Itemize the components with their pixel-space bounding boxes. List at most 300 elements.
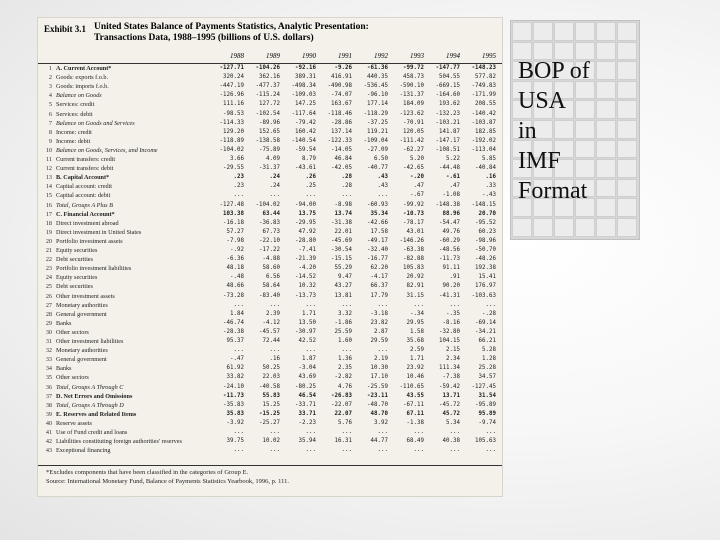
cell-1991: 1.36 — [338, 356, 352, 363]
cell-1994: 13.71 — [442, 392, 460, 399]
cell-1995: -171.99 — [471, 92, 496, 99]
table-row — [38, 401, 502, 410]
cell-1993: -123.62 — [399, 110, 424, 117]
cell-1992: -27.09 — [367, 146, 388, 153]
cell-1988: -127.71 — [219, 65, 244, 71]
cell-1994: -147.77 — [435, 65, 460, 71]
cell-1993: -10.73 — [403, 210, 424, 217]
cell-1994: -164.60 — [435, 92, 460, 99]
row-label: Services: debit — [56, 110, 93, 118]
table-row — [38, 355, 502, 364]
row-label: Debt securities — [56, 283, 93, 291]
cell-1991: 5.76 — [338, 419, 352, 426]
cell-1993: 23.92 — [406, 365, 424, 372]
cell-1992: -23.11 — [367, 392, 388, 399]
cell-1993: -1.38 — [406, 419, 424, 426]
cell-1988: 129.20 — [223, 128, 244, 135]
cell-1995: -103.87 — [471, 119, 496, 126]
cell-1990: -7.41 — [298, 247, 316, 253]
cell-1994: -45.72 — [439, 401, 460, 408]
table-row — [38, 100, 502, 109]
table-row — [38, 137, 502, 146]
cell-1989: 362.16 — [259, 74, 280, 81]
cell-1992: 2.87 — [374, 328, 388, 335]
cell-1989: -75.89 — [259, 146, 280, 153]
row-label: Direct investment in United States — [56, 228, 142, 236]
exhibit-title-line1: United States Balance of Payments Statistics, Analytic Presentation: — [94, 22, 369, 32]
cell-1991: ... — [341, 301, 352, 308]
cell-1994: 88.96 — [442, 210, 460, 217]
cell-1995: -140.42 — [471, 110, 496, 117]
table-row — [38, 64, 502, 73]
row-label: Portfolio investment liabilities — [56, 265, 132, 273]
row-number: 17 — [45, 210, 52, 218]
exhibit-scan — [38, 18, 502, 496]
panel-grid-cell — [512, 218, 532, 237]
table-row — [38, 237, 502, 246]
cell-1993: 43.01 — [406, 228, 424, 235]
cell-1991: ... — [341, 447, 352, 454]
cell-1993: -99.72 — [403, 65, 424, 71]
cell-1995: .16 — [485, 174, 496, 181]
table-row — [38, 191, 502, 200]
cell-1992: 17.58 — [370, 228, 388, 235]
cell-1992: -25.59 — [367, 383, 388, 390]
cell-1991: 3.32 — [338, 310, 352, 317]
row-label: Income: credit — [56, 128, 92, 136]
cell-1993: -62.27 — [403, 146, 424, 153]
cell-1995: 15.41 — [478, 274, 496, 281]
cell-1992: 44.77 — [370, 438, 388, 445]
cell-1995: ... — [485, 447, 496, 454]
table-row — [38, 419, 502, 428]
cell-1993: -.67 — [410, 192, 424, 199]
cell-1993: -99.92 — [403, 201, 424, 208]
cell-1995: 192.38 — [475, 265, 496, 272]
cell-1994: -669.15 — [435, 83, 460, 90]
cell-1995: -9.74 — [478, 419, 496, 426]
cell-1990: 389.31 — [295, 74, 316, 81]
row-number: 31 — [45, 338, 52, 345]
cell-1989: 22.03 — [262, 374, 280, 381]
cell-1990: ... — [305, 429, 316, 435]
row-number: 37 — [45, 392, 52, 400]
cell-1993: 82.91 — [406, 283, 424, 290]
cell-1991: -1.86 — [334, 319, 352, 326]
cell-1991: 16.31 — [334, 438, 352, 445]
table-row — [38, 155, 502, 164]
row-number: 29 — [45, 319, 52, 327]
table-row — [38, 146, 502, 155]
cell-1995: 20.70 — [478, 210, 496, 217]
cell-1994: -103.21 — [435, 119, 460, 126]
cell-1991: 13.74 — [334, 210, 352, 217]
cell-1992: -3.18 — [370, 310, 388, 317]
cell-1990: 147.25 — [295, 101, 316, 108]
cell-1990: 160.42 — [295, 128, 316, 135]
row-label: C. Financial Account* — [56, 210, 115, 218]
cell-1988: -35.83 — [223, 401, 244, 408]
caption-line: IMF — [518, 148, 561, 174]
cell-1992: 10.30 — [370, 365, 388, 372]
year-header-1993: 1993 — [410, 52, 424, 60]
cell-1989: .24 — [269, 174, 280, 181]
cell-1993: 120.05 — [403, 128, 424, 135]
cell-1993: .47 — [413, 183, 424, 190]
cell-1988: 111.16 — [223, 101, 244, 108]
cell-1995: -40.84 — [475, 165, 496, 172]
cell-1990: -140.54 — [291, 137, 316, 144]
cell-1992: 3.92 — [374, 419, 388, 426]
cell-1990: -14.52 — [295, 274, 316, 281]
cell-1991: -14.05 — [331, 146, 352, 153]
cell-1988: -447.19 — [219, 83, 244, 90]
row-label: Services: credit — [56, 101, 95, 109]
row-number: 19 — [45, 228, 52, 236]
table-row — [38, 383, 502, 392]
panel-grid-cell — [554, 218, 574, 237]
cell-1993: ... — [413, 301, 424, 308]
cell-1993: -146.26 — [399, 237, 424, 244]
table-row — [38, 73, 502, 82]
exhibit-title — [94, 22, 369, 44]
cell-1991: 1.60 — [338, 338, 352, 344]
table-row — [38, 373, 502, 382]
cell-1991: -22.07 — [331, 401, 352, 408]
cell-1994: ... — [449, 447, 460, 454]
cell-1989: 6.56 — [266, 274, 280, 281]
cell-1988: -114.33 — [219, 119, 244, 126]
cell-1995: -127.45 — [471, 383, 496, 390]
exhibit-label: Exhibit 3.1 — [44, 24, 87, 34]
cell-1988: 61.92 — [226, 365, 244, 372]
cell-1993: -.20 — [410, 174, 424, 181]
cell-1988: -98.53 — [223, 110, 244, 117]
cell-1994: 91.11 — [442, 265, 460, 272]
cell-1988: ... — [233, 429, 244, 435]
table-row — [38, 164, 502, 173]
row-number: 24 — [45, 274, 52, 282]
row-number: 43 — [45, 447, 52, 455]
cell-1994: 104.15 — [439, 338, 460, 344]
cell-1991: 137.14 — [331, 128, 352, 135]
cell-1988: -104.02 — [219, 146, 244, 153]
table-row — [38, 273, 502, 282]
row-number: 6 — [48, 110, 52, 118]
cell-1989: -45.57 — [259, 328, 280, 335]
cell-1988: -46.74 — [223, 319, 244, 326]
year-header-1988: 1988 — [230, 52, 244, 60]
cell-1990: 43.69 — [298, 374, 316, 381]
year-header-1995: 1995 — [482, 52, 496, 60]
cell-1994: 49.76 — [442, 228, 460, 235]
year-header-1992: 1992 — [374, 52, 388, 60]
cell-1995: -103.63 — [471, 292, 496, 299]
cell-1990: -79.42 — [295, 119, 316, 126]
cell-1988: -.48 — [230, 274, 244, 281]
cell-1992: -118.29 — [363, 110, 388, 117]
cell-1994: -7.38 — [442, 374, 460, 381]
row-number: 25 — [45, 283, 52, 291]
cell-1989: 58.64 — [262, 283, 280, 290]
cell-1989: .16 — [269, 356, 280, 363]
cell-1991: -26.83 — [331, 392, 352, 399]
cell-1989: 67.73 — [262, 228, 280, 235]
row-number: 28 — [45, 310, 52, 318]
exhibit-title-line2: Transactions Data, 1988–1995 (billions of U.S. dollars) — [94, 33, 314, 43]
cell-1992: -61.36 — [367, 65, 388, 71]
panel-grid-cell — [596, 22, 616, 41]
cell-1994: -41.31 — [439, 292, 460, 299]
row-number: 27 — [45, 301, 52, 309]
cell-1988: ... — [233, 301, 244, 308]
cell-1989: 55.83 — [262, 392, 280, 399]
cell-1992: 177.14 — [367, 101, 388, 108]
row-number: 9 — [48, 137, 52, 145]
panel-grid-cell — [512, 22, 532, 41]
cell-1989: -25.27 — [259, 419, 280, 426]
table-row — [38, 219, 502, 228]
cell-1989: -31.37 — [259, 165, 280, 172]
table-row — [38, 255, 502, 264]
cell-1989: 15.25 — [262, 401, 280, 408]
cell-1995: -48.26 — [475, 256, 496, 263]
row-number: 7 — [48, 119, 52, 127]
row-label: Monetary authorities — [56, 301, 108, 309]
cell-1991: ... — [341, 429, 352, 435]
cell-1995: 5.85 — [482, 156, 496, 162]
row-number: 1 — [48, 65, 52, 72]
row-number: 35 — [45, 374, 52, 382]
cell-1991: -15.15 — [331, 256, 352, 263]
cell-1995: 34.57 — [478, 374, 496, 381]
cell-1995: 208.55 — [475, 101, 496, 108]
cell-1989: 4.09 — [266, 156, 280, 162]
cell-1993: -67.11 — [403, 401, 424, 408]
year-header-1994: 1994 — [446, 52, 460, 60]
cell-1990: 10.32 — [298, 283, 316, 290]
cell-1992: ... — [377, 447, 388, 454]
row-label: Current transfers: debit — [56, 165, 114, 173]
cell-1988: -.92 — [230, 247, 244, 253]
cell-1991: .28 — [341, 174, 352, 181]
cell-1992: -60.93 — [367, 201, 388, 208]
cell-1995: -192.02 — [471, 137, 496, 144]
cell-1992: -109.04 — [363, 137, 388, 144]
cell-1993: 458.73 — [403, 74, 424, 81]
row-label: D. Net Errors and Omissions — [56, 392, 133, 400]
cell-1990: 46.54 — [298, 392, 316, 399]
cell-1991: 55.29 — [334, 265, 352, 272]
cell-1993: ... — [413, 447, 424, 454]
row-label: Total, Groups A Plus B — [56, 201, 113, 209]
cell-1992: -536.45 — [363, 83, 388, 90]
cell-1995: 66.21 — [478, 338, 496, 344]
cell-1994: -108.51 — [435, 146, 460, 153]
table-row — [38, 82, 502, 91]
row-number: 10 — [45, 146, 52, 154]
cell-1988: -28.38 — [223, 328, 244, 335]
row-label: A. Current Account* — [56, 65, 112, 72]
cell-1993: -63.38 — [403, 247, 424, 253]
cell-1992: -32.40 — [367, 247, 388, 253]
cell-1991: -122.33 — [327, 137, 352, 144]
table-row — [38, 328, 502, 337]
row-label: General government — [56, 310, 107, 318]
cell-1989: ... — [269, 347, 280, 354]
row-label: Other investment liabilities — [56, 338, 124, 345]
footnote-text: *Excludes components that have been classified in the categories of Group E. — [46, 469, 249, 476]
cell-1990: .26 — [305, 174, 316, 181]
table-row — [38, 282, 502, 291]
cell-1988: -127.48 — [219, 201, 244, 208]
cell-1991: -118.46 — [327, 110, 352, 117]
cell-1994: 504.55 — [439, 74, 460, 81]
cell-1993: -.34 — [410, 310, 424, 317]
cell-1989: -4.88 — [262, 256, 280, 263]
cell-1994: ... — [449, 301, 460, 308]
cell-1994: -1.08 — [442, 192, 460, 199]
cell-1991: -42.05 — [331, 165, 352, 172]
row-label: Liabilities constituting foreign authorities' reserves — [56, 438, 182, 446]
cell-1995: -148.15 — [471, 201, 496, 208]
row-number: 3 — [48, 83, 52, 91]
cell-1994: 45.72 — [442, 410, 460, 417]
table-row — [38, 201, 502, 210]
cell-1992: -42.66 — [367, 219, 388, 226]
cell-1995: 31.54 — [478, 392, 496, 399]
cell-1989: -104.26 — [255, 65, 280, 71]
caption-line: in — [518, 118, 537, 144]
cell-1992: 35.34 — [370, 210, 388, 217]
cell-1993: 68.49 — [406, 438, 424, 445]
table-row — [38, 319, 502, 328]
cell-1990: 8.79 — [302, 156, 316, 162]
cell-1990: -80.25 — [295, 383, 316, 390]
row-label: Portfolio investment assets — [56, 237, 123, 245]
cell-1991: 46.84 — [334, 156, 352, 162]
cell-1991: -490.98 — [327, 83, 352, 90]
cell-1990: 33.71 — [298, 410, 316, 417]
cell-1992: 6.50 — [374, 156, 388, 162]
row-number: 38 — [45, 401, 52, 409]
cell-1994: -148.38 — [435, 201, 460, 208]
cell-1995: ... — [485, 301, 496, 308]
slide-caption — [518, 56, 648, 206]
cell-1989: -36.83 — [259, 219, 280, 226]
row-number: 2 — [48, 74, 52, 82]
row-label: Balance on Goods and Services — [56, 119, 135, 127]
cell-1995: -.43 — [482, 192, 496, 199]
cell-1993: 184.09 — [403, 101, 424, 108]
cell-1991: 13.81 — [334, 292, 352, 299]
row-number: 18 — [45, 219, 52, 227]
cell-1990: .25 — [305, 183, 316, 190]
cell-1995: 5.28 — [482, 347, 496, 354]
cell-1991: ... — [341, 192, 352, 199]
cell-1994: .47 — [449, 183, 460, 190]
row-label: Total, Groups A Through D — [56, 401, 124, 409]
row-label: Balance on Goods — [56, 92, 102, 100]
cell-1993: -590.10 — [399, 83, 424, 90]
cell-1990: -3.04 — [298, 365, 316, 372]
cell-1988: 57.27 — [226, 228, 244, 235]
panel-grid-cell — [554, 22, 574, 41]
cell-1994: -60.29 — [439, 237, 460, 244]
cell-1993: -111.42 — [399, 137, 424, 144]
cell-1994: -11.73 — [439, 256, 460, 263]
caption-line: USA — [518, 88, 567, 114]
cell-1990: -92.16 — [295, 65, 316, 71]
table-row — [38, 173, 502, 182]
table-row — [38, 264, 502, 273]
cell-1994: -54.47 — [439, 219, 460, 226]
table-row — [38, 246, 502, 255]
row-label: E. Reserves and Related Items — [56, 410, 137, 418]
cell-1990: 42.52 — [298, 338, 316, 344]
cell-1993: ... — [413, 429, 424, 435]
cell-1995: ... — [485, 429, 496, 435]
cell-1989: -15.25 — [259, 410, 280, 417]
cell-1995: 577.82 — [475, 74, 496, 81]
cell-1991: -8.98 — [334, 201, 352, 208]
cell-1988: -6.36 — [226, 256, 244, 263]
row-number: 23 — [45, 265, 52, 273]
panel-grid-cell — [575, 22, 595, 41]
row-number: 41 — [45, 429, 52, 436]
cell-1991: 22.01 — [334, 228, 352, 235]
cell-1995: 176.97 — [475, 283, 496, 290]
table-row — [38, 337, 502, 346]
row-number: 32 — [45, 347, 52, 355]
cell-1988: -.47 — [230, 356, 244, 363]
cell-1990: -43.61 — [295, 165, 316, 172]
cell-1992: -96.10 — [367, 92, 388, 99]
cell-1995: 105.63 — [475, 438, 496, 445]
row-label: B. Capital Account* — [56, 174, 110, 182]
row-number: 14 — [45, 183, 52, 191]
cell-1993: -78.17 — [403, 219, 424, 226]
cell-1991: ... — [341, 347, 352, 354]
cell-1992: 119.21 — [367, 128, 388, 135]
cell-1989: 152.65 — [259, 128, 280, 135]
cell-1991: 43.27 — [334, 283, 352, 290]
cell-1988: 48.18 — [226, 265, 244, 272]
row-label: Capital account: credit — [56, 183, 113, 191]
row-label: Equity securities — [56, 274, 98, 282]
panel-grid-cell — [617, 22, 637, 41]
cell-1995: -34.21 — [475, 328, 496, 335]
cell-1992: 17.10 — [370, 374, 388, 381]
cell-1992: -16.77 — [367, 256, 388, 263]
row-label: Goods: exports f.o.b. — [56, 74, 109, 82]
cell-1994: -.61 — [446, 174, 460, 181]
table-row — [38, 228, 502, 237]
table-row — [38, 210, 502, 219]
cell-1989: 63.44 — [262, 210, 280, 217]
cell-1993: 1.71 — [410, 356, 424, 363]
cell-1995: 182.85 — [475, 128, 496, 135]
cell-1994: -8.16 — [442, 319, 460, 326]
row-number: 4 — [48, 92, 52, 100]
cell-1989: -89.96 — [259, 119, 280, 126]
table-row — [38, 119, 502, 128]
row-label: Banks — [56, 365, 72, 373]
cell-1988: -24.10 — [223, 383, 244, 390]
cell-1988: 103.38 — [223, 210, 244, 217]
footer-rule — [38, 465, 502, 466]
cell-1992: -40.77 — [367, 165, 388, 172]
